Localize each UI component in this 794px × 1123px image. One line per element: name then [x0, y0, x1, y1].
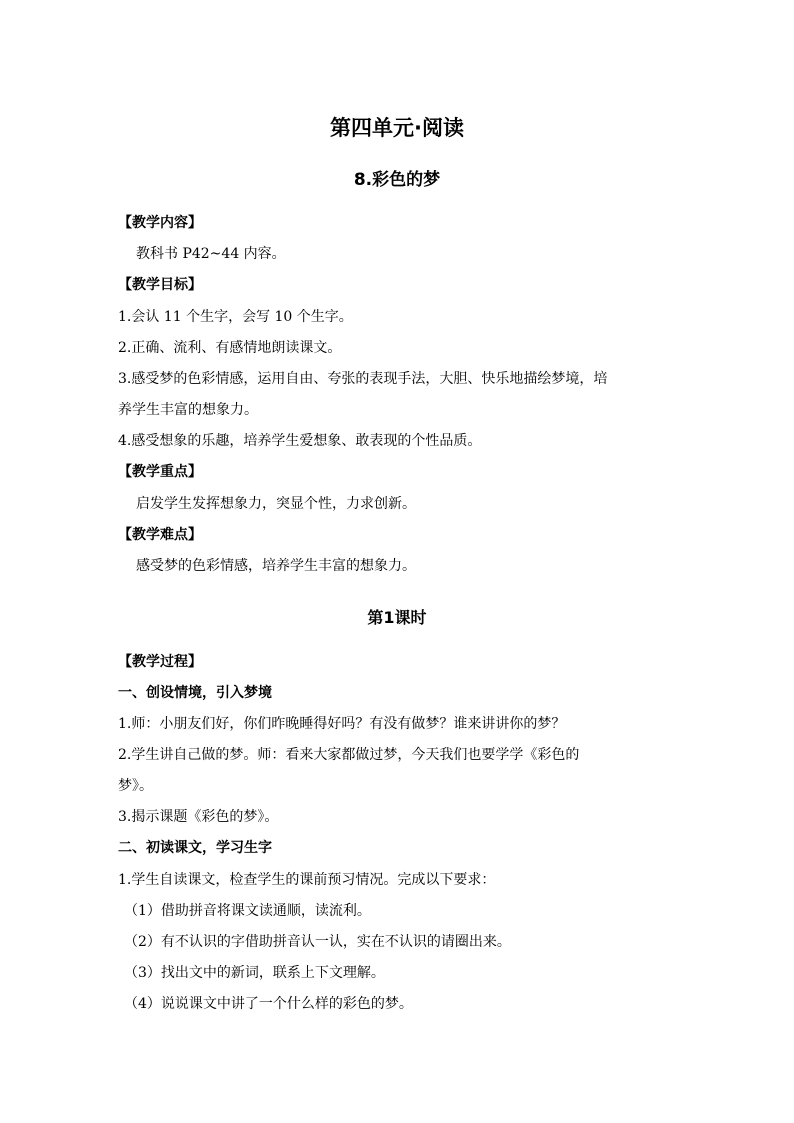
part1-heading: 一、创设情境，引入梦境 — [118, 685, 272, 701]
part1-item-continued: 梦》。 — [118, 778, 153, 794]
content-heading: 【教学内容】 — [118, 215, 202, 231]
part2-item: 1.学生自读课文，检查学生的课前预习情况。完成以下要求： — [118, 872, 496, 888]
part2-subitem: （4）说说课文中讲了一个什么样的彩色的梦。 — [124, 996, 413, 1012]
difficult-heading: 【教学难点】 — [118, 527, 202, 543]
content-text: 教科书 P42~44 内容。 — [136, 246, 286, 262]
part2-heading: 二、初读课文，学习生字 — [118, 840, 272, 856]
part1-item: 2.学生讲自己做的梦。师：看来大家都做过梦，今天我们也要学学《彩色的 — [118, 747, 580, 763]
goal-item: 3.感受梦的色彩情感，运用自由、夸张的表现手法，大胆、快乐地描绘梦境，培 — [118, 371, 608, 387]
lesson-title: 8.彩色的梦 — [353, 170, 441, 190]
part1-item: 1.师：小朋友们好，你们昨晚睡得好吗？有没有做梦？谁来讲讲你的梦？ — [118, 716, 566, 732]
goal-item: 2.正确、流利、有感情地朗读课文。 — [118, 340, 342, 356]
goal-item: 1.会认 11 个生字，会写 10 个生字。 — [118, 309, 353, 325]
key-heading: 【教学重点】 — [118, 464, 202, 480]
goals-heading: 【教学目标】 — [118, 277, 202, 293]
part2-subitem: （2）有不认识的字借助拼音认一认，实在不认识的请圈出来。 — [124, 934, 511, 950]
key-text: 启发学生发挥想象力，突显个性，力求创新。 — [136, 496, 416, 512]
process-heading: 【教学过程】 — [118, 654, 202, 670]
period-title: 第1课时 — [367, 608, 427, 627]
unit-title: 第四单元·阅读 — [330, 116, 464, 140]
goal-item: 4.感受想象的乐趣，培养学生爱想象、敢表现的个性品质。 — [118, 433, 482, 449]
part2-subitem: （3）找出文中的新词，联系上下文理解。 — [124, 965, 385, 981]
difficult-text: 感受梦的色彩情感，培养学生丰富的想象力。 — [136, 558, 416, 574]
part1-item: 3.揭示课题《彩色的梦》。 — [118, 809, 279, 825]
goal-item-continued: 养学生丰富的想象力。 — [118, 402, 258, 418]
part2-subitem: （1）借助拼音将课文读通顺，读流利。 — [124, 903, 371, 919]
